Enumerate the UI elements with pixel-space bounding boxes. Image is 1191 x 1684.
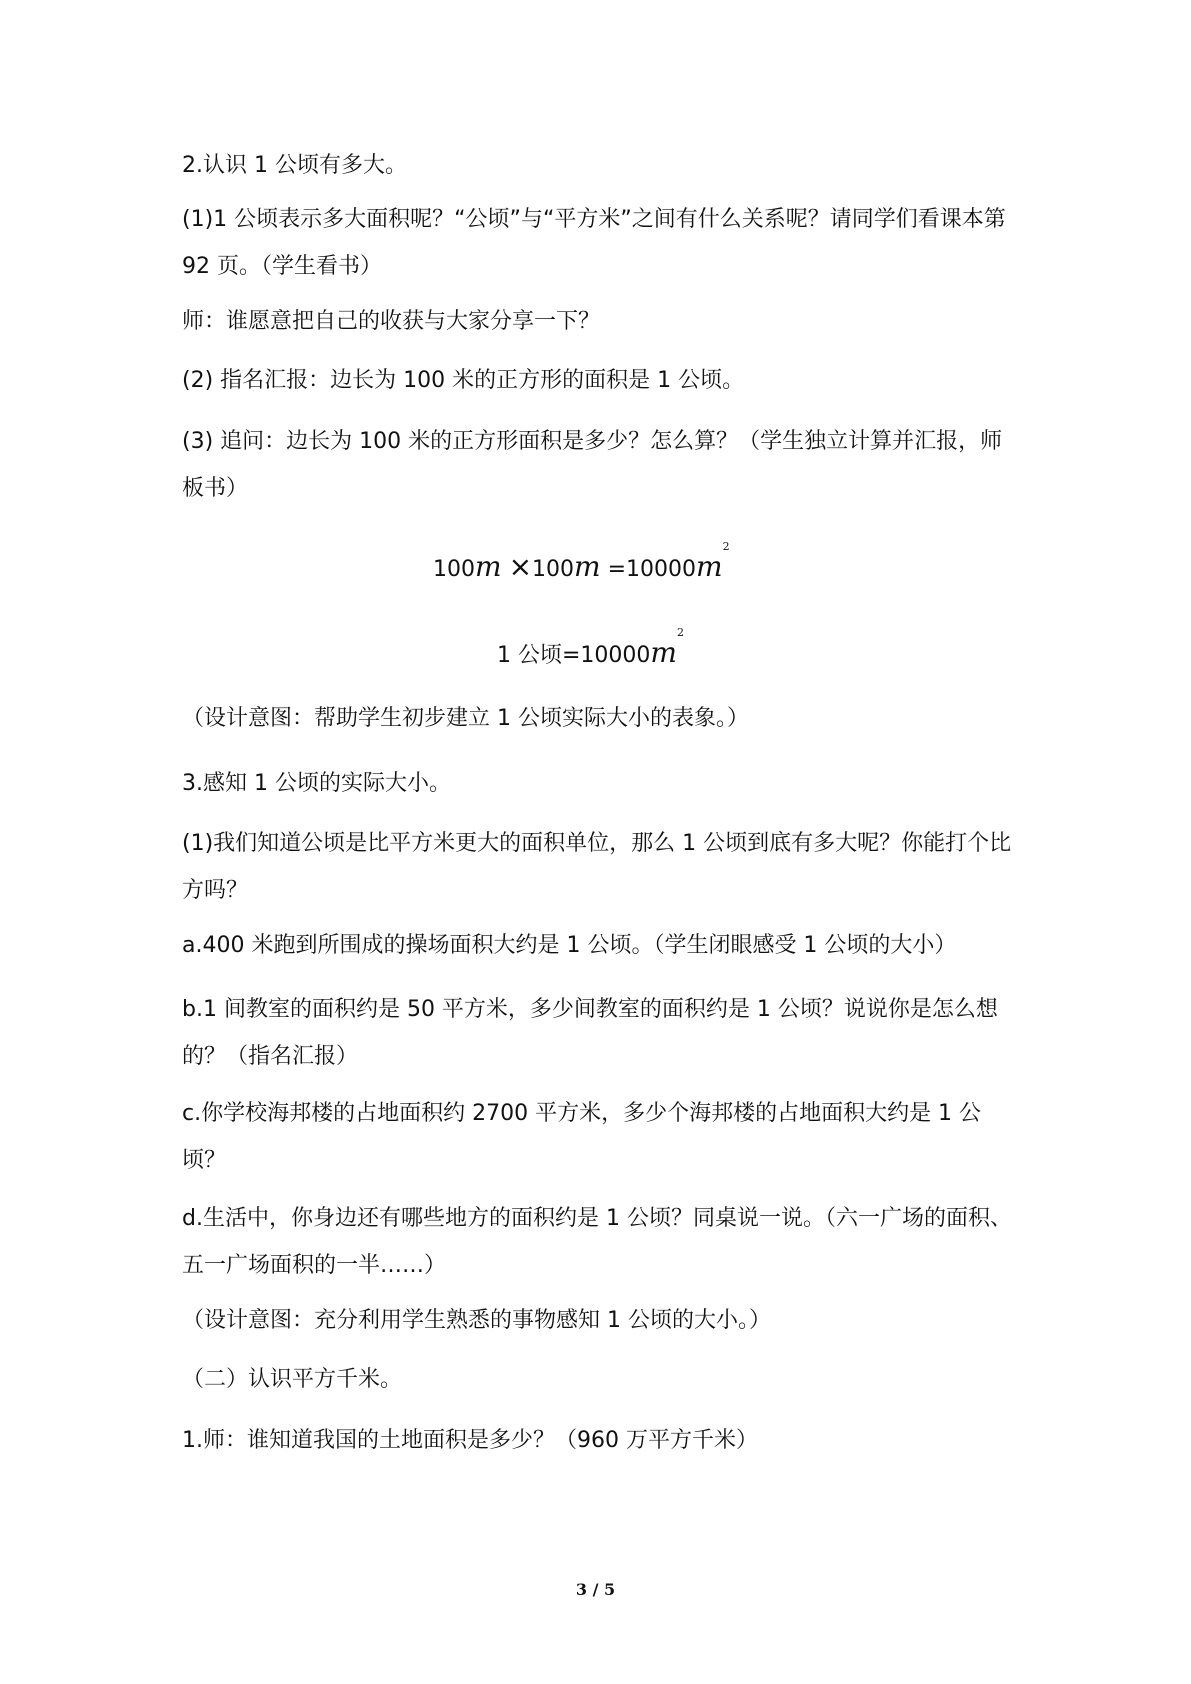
paragraph-design-intent-1: （设计意图：帮助学生初步建立 1 公顷实际大小的表象。） — [182, 706, 749, 731]
heading-know-1-hectare: 2.认识 1 公顷有多大。 — [182, 153, 407, 178]
formula1-times-sign: × — [508, 550, 533, 583]
paragraph-comparison-question: (1)我们知道公顷是比平方米更大的面积单位，那么 1 公顷到底有多大呢？你能打个比方吗？ — [182, 831, 1012, 903]
formula-hectare-definition — [497, 626, 684, 669]
formula-square-area — [433, 540, 730, 583]
formula2-unit: m — [650, 636, 677, 669]
paragraph-report-2: (2) 指名汇报：边长为 100 米的正方形的面积是 1 公顷。 — [182, 368, 745, 393]
formula1-unit-b: m — [574, 550, 601, 583]
paragraph-item-b: b.1 间教室的面积约是 50 平方米，多少间教室的面积约是 1 公顷？说说你是怎么想的？（指名汇报） — [182, 997, 998, 1069]
formula1-factor-b: 100 — [532, 557, 575, 582]
formula1-result: =10000 — [607, 557, 697, 582]
formula1-unit-a: m — [475, 550, 502, 583]
formula2-lhs: 1 公顷=10000 — [497, 643, 651, 668]
paragraph-design-intent-2: （设计意图：充分利用学生熟悉的事物感知 1 公顷的大小。） — [182, 1308, 771, 1333]
formula1-unit-result: m — [696, 550, 723, 583]
formula1-factor-a: 100 — [433, 557, 475, 582]
paragraph-item-a: a.400 米跑到所围成的操场面积大约是 1 公顷。（学生闭眼感受 1 公顷的大小） — [182, 933, 957, 958]
paragraph-question-1: (1)1 公顷表示多大面积呢？“公顷”与“平方米”之间有什么关系呢？请同学们看课本第 92 页。（学生看书） — [182, 207, 1006, 279]
paragraph-china-area-question: 1.师：谁知道我国的土地面积是多少？（960 万平方千米） — [182, 1428, 758, 1453]
heading-know-square-km: （二）认识平方千米。 — [182, 1367, 403, 1392]
formula2-exponent: 2 — [676, 626, 684, 639]
paragraph-teacher-share: 师：谁愿意把自己的收获与大家分享一下？ — [182, 309, 601, 334]
heading-perceive-1-hectare: 3.感知 1 公顷的实际大小。 — [182, 771, 451, 796]
page-number: 3 / 5 — [575, 1580, 616, 1599]
paragraph-followup-3: (3) 追问：边长为 100 米的正方形面积是多少？怎么算？（学生独立计算并汇报，师板书） — [182, 429, 1003, 501]
paragraph-item-c: c.你学校海邦楼的占地面积约 2700 平方米，多少个海邦楼的占地面积大约是 1 公顷？ — [182, 1101, 982, 1173]
formula1-exponent: 2 — [722, 540, 730, 553]
paragraph-item-d: d.生活中，你身边还有哪些地方的面积约是 1 公顷？同桌说一说。（六一广场的面积、五一广场面积的一半……） — [182, 1206, 1012, 1278]
